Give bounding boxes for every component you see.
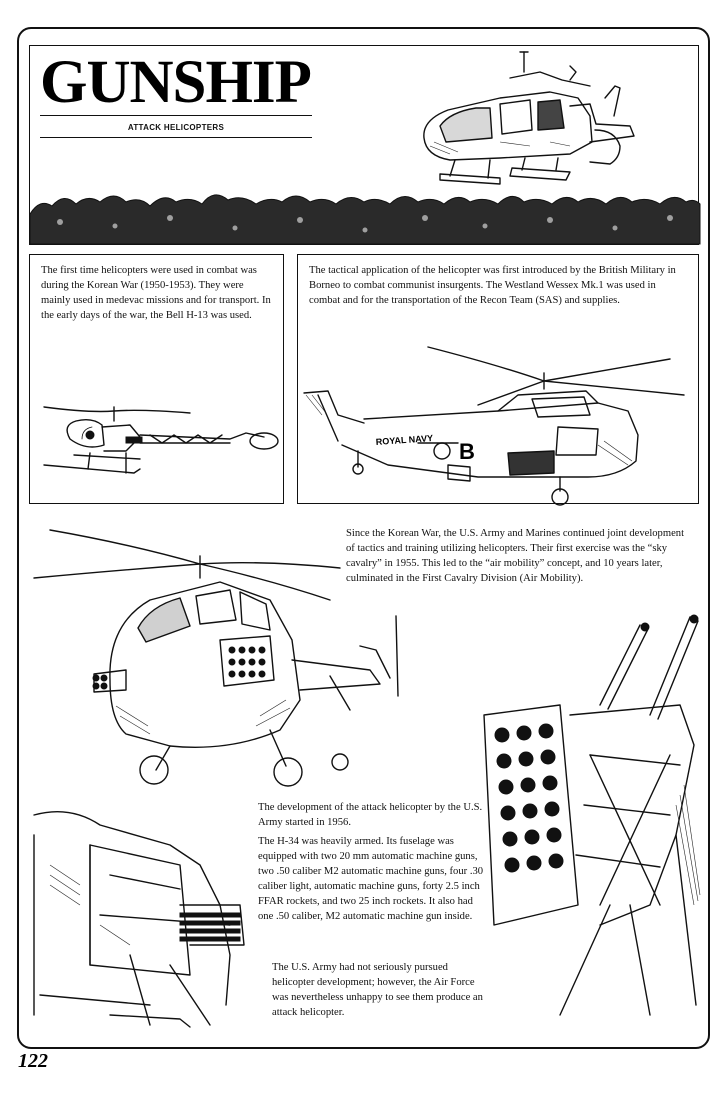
development-text: The development of the attack helicopter by the U.S. Army started in 1956. bbox=[258, 802, 483, 828]
korea-text: The first time helicopters were used in combat was during the Korean War (1950-1953). They were mainly used in medevac missions and for transport. In the early days of the war, the Bell H-13 was used. bbox=[41, 265, 271, 321]
borneo-text: The tactical application of the helicopter was first introduced by the British Military in Borneo to combat communist insurgents. The Westland Wessex Mk.1 was used in combat and for the transportation of the Recon Team (SAS) and supplies. bbox=[309, 265, 676, 306]
huey-helicopter-illustration bbox=[30, 46, 700, 246]
wessex-royal-navy-marking: ROYAL NAVY bbox=[375, 433, 434, 447]
wessex-helicopter-illustration bbox=[298, 255, 700, 505]
wessex-code-letter: B bbox=[459, 439, 475, 464]
air-force-text: The U.S. Army had not seriously pursued helicopter development; however, the Air Force was nevertheless unhappy to see them produce an attack helicopter. bbox=[272, 962, 483, 1018]
jungle-treeline bbox=[30, 195, 700, 244]
borneo-panel bbox=[297, 254, 699, 504]
header-panel bbox=[29, 45, 699, 245]
interior-machine-gun-illustration bbox=[30, 805, 270, 1035]
h34-gunship-illustration bbox=[30, 520, 430, 790]
rocket-pod-closeup-illustration bbox=[480, 605, 700, 1025]
korea-panel bbox=[29, 254, 284, 504]
sky-cavalry-text: Since the Korean War, the U.S. Army and Marines continued joint development of tactics and training utilizing helicopters. Their first exercise was the “sky cavalry” in 1955. This led to the “air mobility” concept, and 10 years later, culminated in the First Cavalry Division (Air Mobility). bbox=[346, 528, 685, 584]
bell-h13-illustration bbox=[30, 255, 285, 505]
page-subtitle: ATTACK HELICOPTERS bbox=[127, 123, 225, 132]
h34-armament-text: The H-34 was heavily armed. Its fuselage was equipped with two 20 mm automatic machine guns, two .50 caliber M2 automatic machine guns, four .30 caliber light, automatic machine guns, forty 2.5 inch FFAR rockets, and two 25 inch rockets. It also had one .50 caliber, M2 automatic machine gun inside. bbox=[258, 836, 484, 922]
page-number: 122 bbox=[18, 1050, 48, 1072]
page-title: GUNSHIP bbox=[40, 49, 311, 116]
